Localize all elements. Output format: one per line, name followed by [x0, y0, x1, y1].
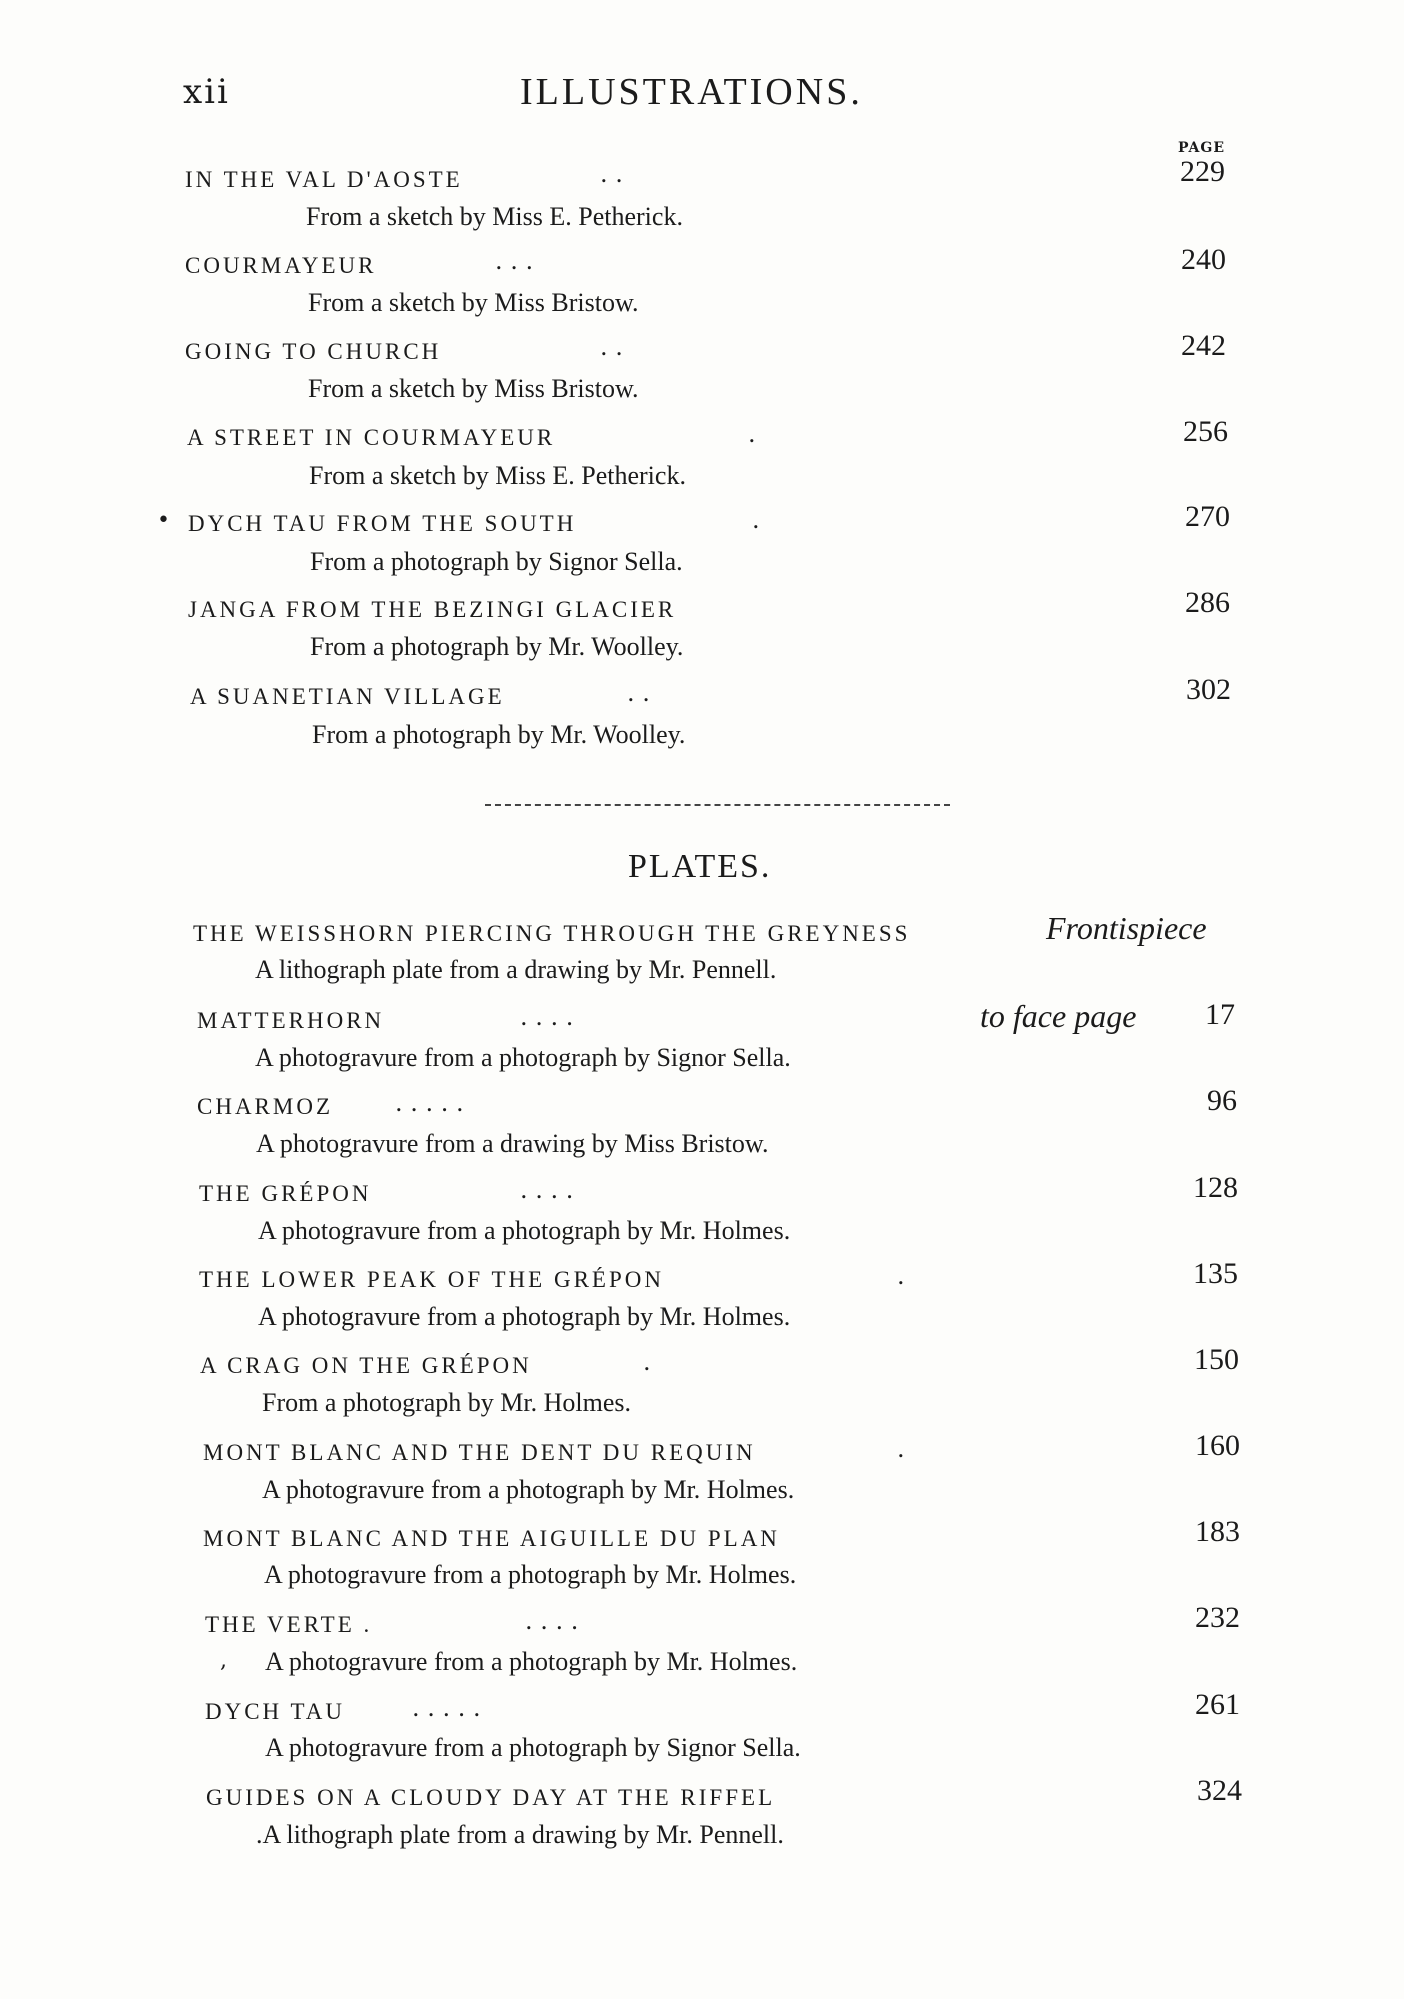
- page-title: ILLUSTRATIONS.: [520, 71, 863, 113]
- plate-title: CHARMOZ: [197, 1094, 334, 1119]
- illustration-page: 270: [1185, 500, 1230, 533]
- plate-title: MONT BLANC AND THE DENT DU REQUIN: [203, 1440, 756, 1465]
- plate-page: 150: [1194, 1343, 1239, 1376]
- plate-title: GUIDES ON A CLOUDY DAY AT THE RIFFEL: [206, 1785, 776, 1810]
- plates-heading: PLATES.: [628, 848, 772, 885]
- page-column-label: PAGE: [1178, 140, 1225, 156]
- to-face-page-note: to face page: [980, 998, 1137, 1034]
- stray-mark: ,: [220, 1648, 227, 1673]
- leader-dots: . .: [600, 160, 623, 188]
- illustration-source: From a photograph by Signor Sella.: [310, 547, 683, 576]
- page-number: xii: [183, 72, 230, 112]
- leader-dots: .: [897, 1435, 905, 1463]
- illustration-source: From a photograph by Mr. Woolley.: [310, 632, 684, 661]
- illustration-title: A SUANETIAN VILLAGE: [190, 684, 505, 709]
- plate-title: DYCH TAU: [205, 1699, 345, 1724]
- leader-dots: . . . .: [520, 1003, 574, 1031]
- plate-source: A photogravure from a photograph by Mr. Holmes.: [264, 1560, 797, 1589]
- plate-source: A photogravure from a photograph by Signor Sella.: [265, 1733, 801, 1762]
- plate-title: THE GRÉPON: [199, 1181, 372, 1206]
- plate-source: A photogravure from a photograph by Signor Sella.: [255, 1043, 791, 1072]
- plate-title: A CRAG ON THE GRÉPON: [200, 1353, 532, 1378]
- plate-source: A photogravure from a drawing by Miss Bristow.: [256, 1129, 769, 1158]
- illustration-source: From a sketch by Miss E. Petherick.: [306, 202, 683, 231]
- stray-mark: •: [157, 508, 170, 533]
- frontispiece-note: Frontispiece: [1046, 910, 1207, 946]
- leader-dots: . . . . .: [412, 1694, 481, 1722]
- plate-source: A lithograph plate from a drawing by Mr. Pennell.: [255, 955, 777, 984]
- plate-page: 128: [1193, 1171, 1238, 1204]
- leader-dots: .: [752, 506, 760, 534]
- illustration-title: COURMAYEUR: [185, 253, 377, 278]
- plate-source: A photogravure from a photograph by Mr. Holmes.: [258, 1302, 791, 1331]
- illustration-title: IN THE VAL D'AOSTE: [185, 167, 463, 192]
- plate-page: 96: [1207, 1084, 1237, 1117]
- leader-dots: . .: [627, 679, 650, 707]
- plate-page: 183: [1195, 1515, 1240, 1548]
- illustration-source: From a sketch by Miss E. Petherick.: [309, 461, 686, 490]
- plate-page: 324: [1197, 1774, 1242, 1807]
- illustration-page: 240: [1181, 243, 1226, 276]
- illustration-page: 256: [1183, 415, 1228, 448]
- plate-title: THE WEISSHORN PIERCING THROUGH THE GREYNESS: [193, 921, 911, 946]
- illustration-title: A STREET IN COURMAYEUR: [187, 425, 556, 450]
- plate-title: MATTERHORN: [197, 1008, 385, 1033]
- plate-page: 17: [1205, 998, 1235, 1031]
- illustration-title: DYCH TAU FROM THE SOUTH: [188, 511, 577, 536]
- leader-dots: . . . .: [525, 1607, 579, 1635]
- illustration-page: 242: [1181, 329, 1226, 362]
- leader-dots: .: [643, 1348, 651, 1376]
- illustration-title: JANGA FROM THE BEZINGI GLACIER: [188, 597, 677, 622]
- illustration-source: From a sketch by Miss Bristow.: [308, 374, 639, 403]
- leader-dots: . . . . .: [395, 1089, 464, 1117]
- plate-page: 160: [1195, 1429, 1240, 1462]
- plate-source: From a photograph by Mr. Holmes.: [262, 1388, 632, 1417]
- illustration-source: From a sketch by Miss Bristow.: [308, 288, 639, 317]
- plate-source: A photogravure from a photograph by Mr. Holmes.: [258, 1216, 791, 1245]
- leader-dots: .: [897, 1262, 905, 1290]
- illustration-source: From a photograph by Mr. Woolley.: [312, 720, 686, 749]
- illustration-page: 302: [1186, 673, 1231, 706]
- plate-title: MONT BLANC AND THE AIGUILLE DU PLAN: [203, 1526, 780, 1551]
- plate-title: THE LOWER PEAK OF THE GRÉPON: [199, 1267, 664, 1292]
- plate-source: A photogravure from a photograph by Mr. Holmes.: [265, 1647, 798, 1676]
- section-divider: [485, 804, 950, 806]
- leader-dots: .: [748, 420, 756, 448]
- illustration-page: 229: [1180, 155, 1225, 188]
- leader-dots: . . .: [495, 247, 534, 275]
- illustration-title: GOING TO CHURCH: [185, 339, 442, 364]
- plate-page: 135: [1193, 1257, 1238, 1290]
- plate-page: 261: [1195, 1688, 1240, 1721]
- illustration-page: 286: [1185, 586, 1230, 619]
- plate-source: .A lithograph plate from a drawing by Mr. Pennell.: [256, 1820, 784, 1849]
- leader-dots: . .: [600, 333, 623, 361]
- plate-title: THE VERTE .: [205, 1612, 373, 1637]
- plate-source: A photogravure from a photograph by Mr. Holmes.: [262, 1475, 795, 1504]
- plate-page: 232: [1195, 1601, 1240, 1634]
- leader-dots: . . . .: [520, 1176, 574, 1204]
